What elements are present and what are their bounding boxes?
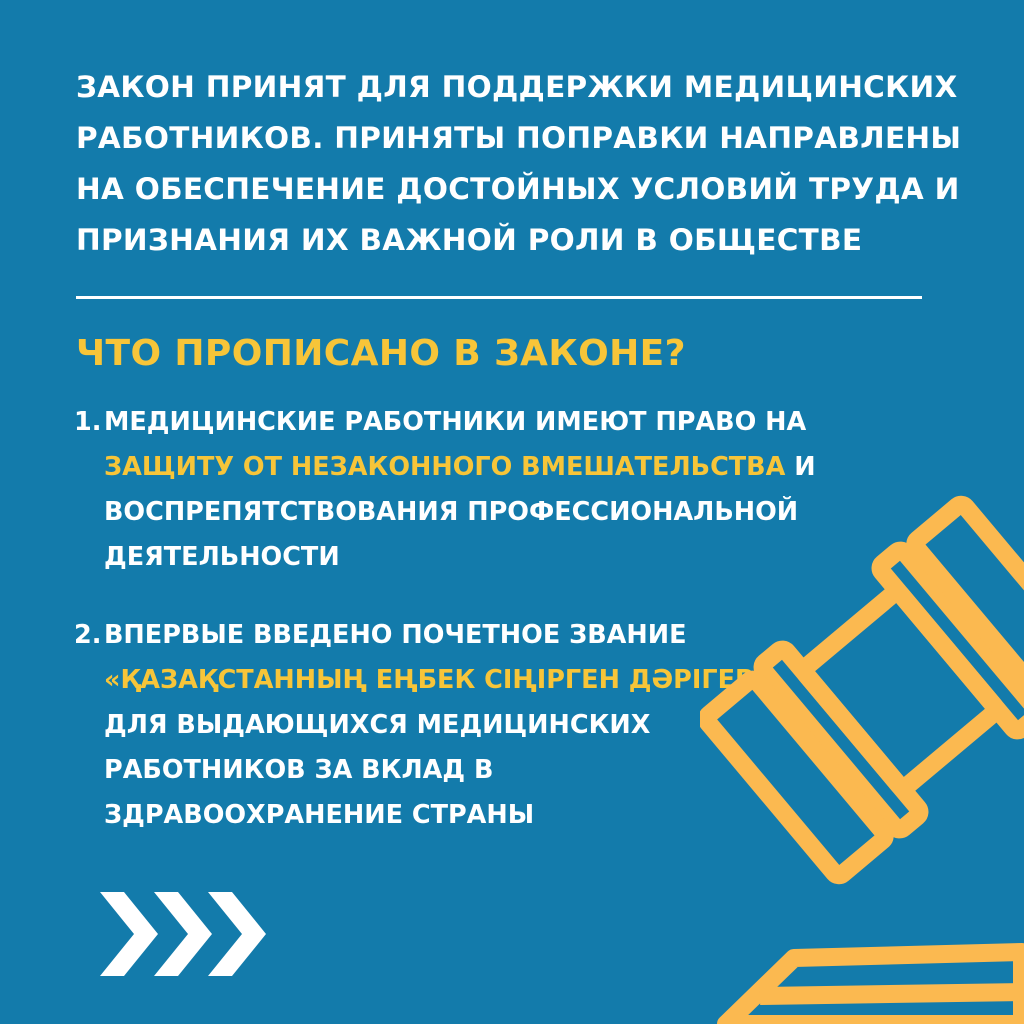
list-item-line: ДЛЯ ВЫДАЮЩИХСЯ МЕДИЦИНСКИХ [104, 710, 651, 740]
list-item-line: ВОСПРЕПЯТСТВОВАНИЯ ПРОФЕССИОНАЛЬНОЙ [104, 497, 799, 527]
list-item-line [104, 445, 854, 490]
list-item-line: МЕДИЦИНСКИЕ РАБОТНИКИ ИМЕЮТ ПРАВО НА [104, 407, 807, 437]
highlight-text: «ҚАЗАҚСТАННЫҢ ЕҢБЕК СІҢІРГЕН ДӘРІГЕРІ» [104, 665, 780, 695]
list-number: 2. [74, 620, 102, 650]
gavel-icon [700, 490, 1024, 1024]
intro-line-3: НА ОБЕСПЕЧЕНИЕ ДОСТОЙНЫХ УСЛОВИЙ ТРУДА И [76, 172, 960, 206]
intro-line-2: РАБОТНИКОВ. ПРИНЯТЫ ПОПРАВКИ НАПРАВЛЕНЫ [76, 121, 962, 155]
list-item-line: РАБОТНИКОВ ЗА ВКЛАД В [104, 755, 494, 785]
divider [76, 296, 922, 299]
triple-chevron-right-icon [100, 892, 270, 976]
list-item-line: ЗДРАВООХРАНЕНИЕ СТРАНЫ [104, 800, 535, 830]
intro-line-4: ПРИЗНАНИЯ ИХ ВАЖНОЙ РОЛИ В ОБЩЕСТВЕ [76, 223, 863, 257]
list-item-line: ВПЕРВЫЕ ВВЕДЕНО ПОЧЕТНОЕ ЗВАНИЕ [104, 620, 687, 650]
highlight-text: ЗАЩИТУ ОТ НЕЗАКОННОГО ВМЕШАТЕЛЬСТВА [104, 452, 786, 482]
list-item-text: И [785, 452, 816, 482]
section-heading: ЧТО ПРОПИСАНО В ЗАКОНЕ? [76, 333, 686, 374]
intro-text [76, 62, 962, 266]
list-number: 1. [74, 407, 102, 437]
list-item-line: ДЕЯТЕЛЬНОСТИ [104, 542, 340, 572]
intro-line-1: ЗАКОН ПРИНЯТ ДЛЯ ПОДДЕРЖКИ МЕДИЦИНСКИХ [76, 70, 958, 104]
